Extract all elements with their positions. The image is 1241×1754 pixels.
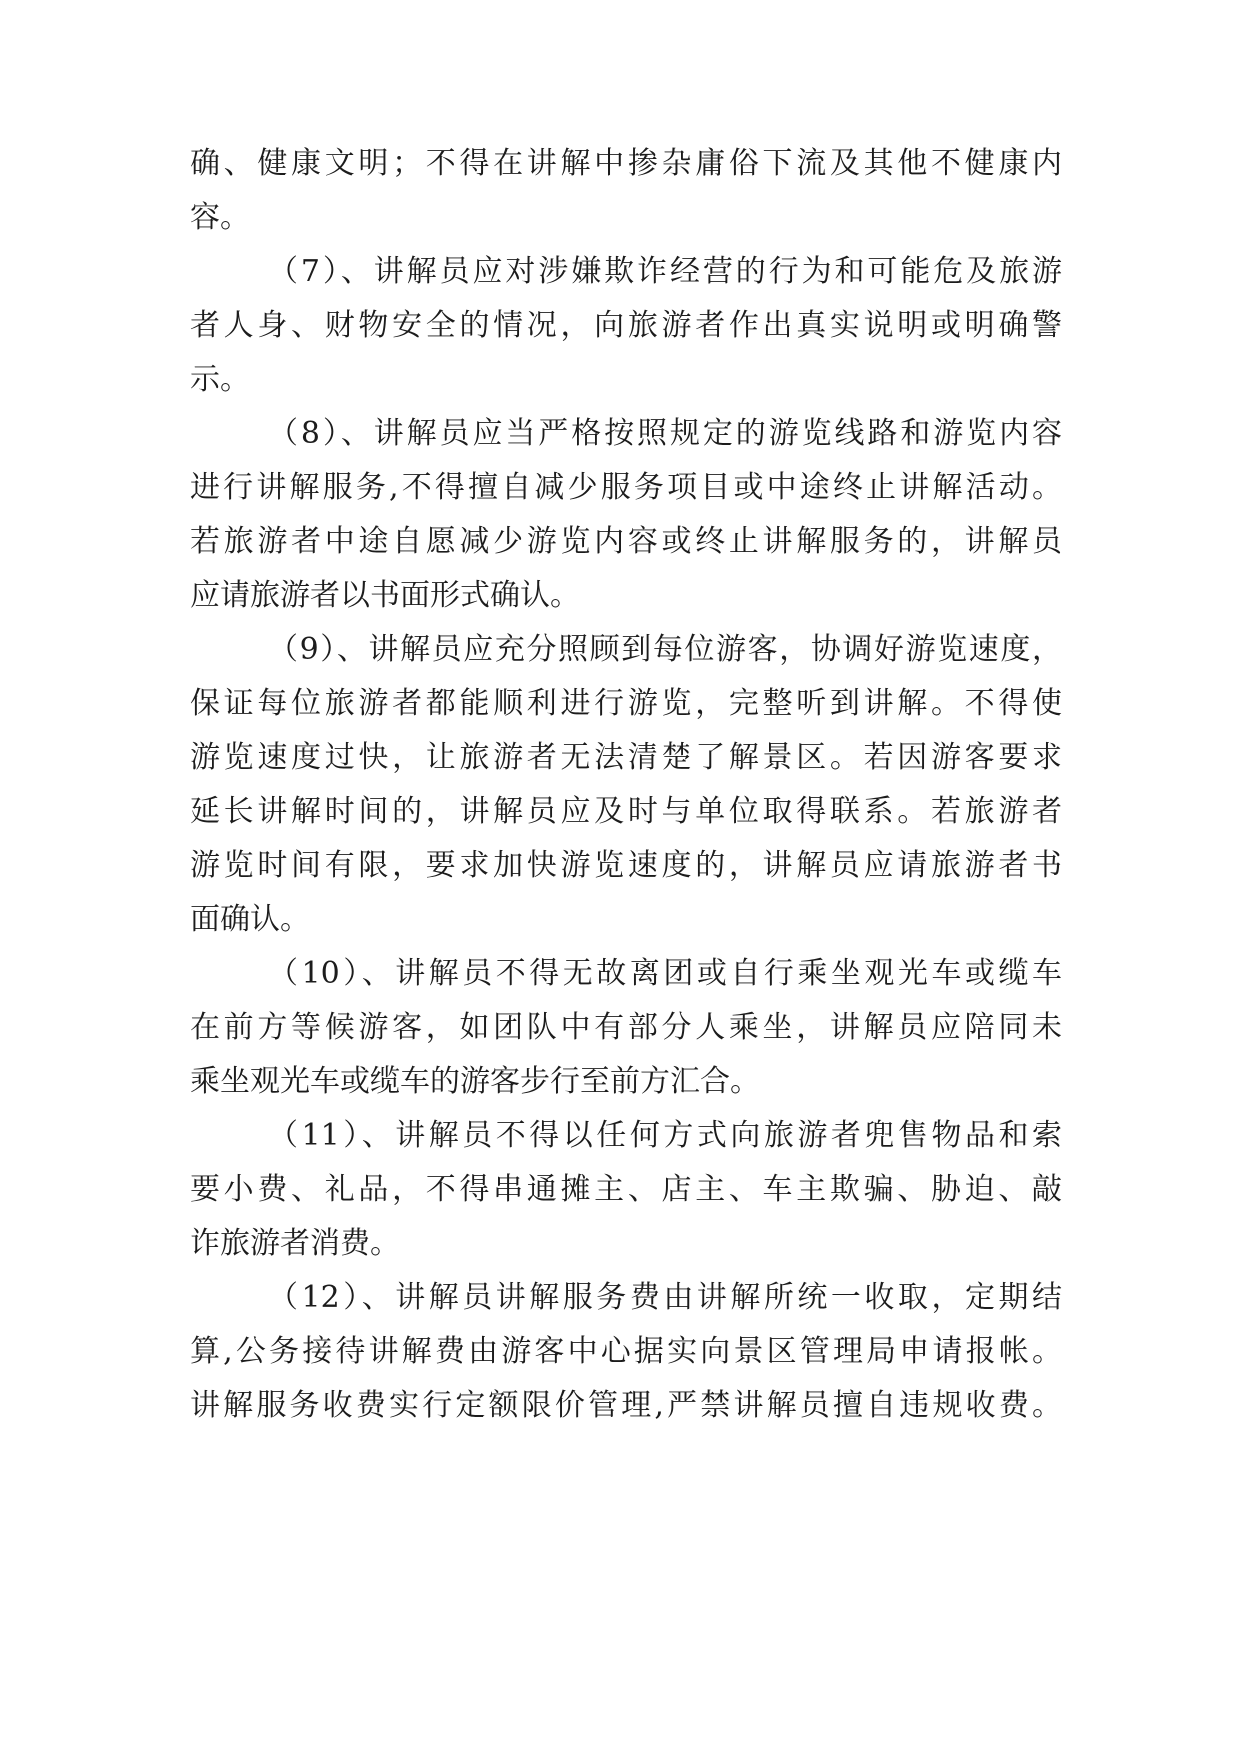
body-text-line: 游览速度过快，让旅游者无法清楚了解景区。若因游客要求 <box>190 740 1062 775</box>
body-text-line: 算,公务接待讲解费由游客中心据实向景区管理局申请报帐。 <box>190 1334 1062 1369</box>
body-text-line: 若旅游者中途自愿减少游览内容或终止讲解服务的，讲解员 <box>190 524 1062 559</box>
paragraph-first-line: （12）、讲解员讲解服务费由讲解所统一收取，定期结 <box>268 1280 1062 1315</box>
body-text-line: 确、健康文明；不得在讲解中掺杂庸俗下流及其他不健康内 <box>190 146 1062 181</box>
paragraph-first-line: （7）、讲解员应对涉嫌欺诈经营的行为和可能危及旅游 <box>268 254 1062 289</box>
body-text-line: 进行讲解服务,不得擅自减少服务项目或中途终止讲解活动。 <box>190 470 1062 505</box>
body-text-line: 面确认。 <box>190 902 310 937</box>
body-text-line: 要小费、礼品，不得串通摊主、店主、车主欺骗、胁迫、敲 <box>190 1172 1062 1207</box>
body-text-line: 者人身、财物安全的情况，向旅游者作出真实说明或明确警 <box>190 308 1062 343</box>
body-text-line: 诈旅游者消费。 <box>190 1226 400 1261</box>
body-text-line: 游览时间有限，要求加快游览速度的，讲解员应请旅游者书 <box>190 848 1062 883</box>
body-text-line: 应请旅游者以书面形式确认。 <box>190 578 580 613</box>
paragraph-first-line: （11）、讲解员不得以任何方式向旅游者兜售物品和索 <box>268 1118 1062 1153</box>
body-text-line: 乘坐观光车或缆车的游客步行至前方汇合。 <box>190 1064 760 1099</box>
body-text-line: 延长讲解时间的，讲解员应及时与单位取得联系。若旅游者 <box>190 794 1062 829</box>
body-text-line: 容。 <box>190 200 250 235</box>
paragraph-first-line: （8）、讲解员应当严格按照规定的游览线路和游览内容 <box>268 416 1062 451</box>
body-text-line: 示。 <box>190 362 250 397</box>
body-text-line: 讲解服务收费实行定额限价管理,严禁讲解员擅自违规收费。 <box>190 1388 1062 1423</box>
paragraph-first-line: （9）、讲解员应充分照顾到每位游客，协调好游览速度， <box>268 632 1062 667</box>
body-text-line: 在前方等候游客，如团队中有部分人乘坐，讲解员应陪同未 <box>190 1010 1062 1045</box>
paragraph-first-line: （10）、讲解员不得无故离团或自行乘坐观光车或缆车 <box>268 956 1062 991</box>
body-text-line: 保证每位旅游者都能顺利进行游览，完整听到讲解。不得使 <box>190 686 1062 721</box>
